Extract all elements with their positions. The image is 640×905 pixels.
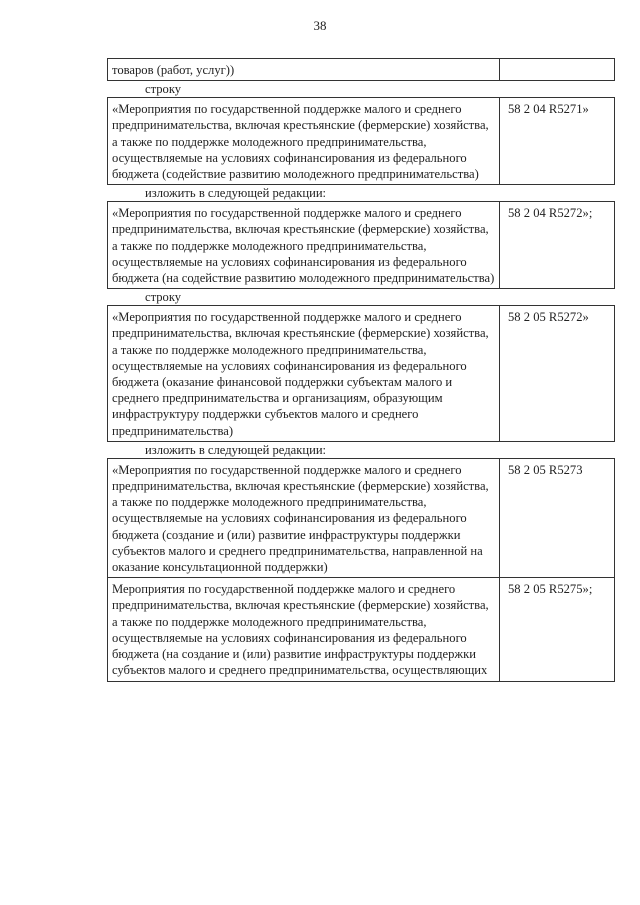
instruction-text: изложить в следующей редакции: [145, 442, 327, 457]
row-code [500, 59, 614, 80]
row-code: 58 2 05 R5273 [508, 462, 583, 477]
table-row [107, 578, 615, 681]
row-description: «Мероприятия по государственной поддержке малого и среднего предпринимательства, включая крестьянские (фермерские) хозяйства, а также по поддержке молодежного предпринимательства, осуществляемые на условиях софинансирования из федерального бюджета (создание и (или) развитие инфраструктуры поддержки субъектов малого и среднего предпринимательства, направленной на оказание консультационной поддержки) [108, 459, 500, 577]
instruction-text: строку [145, 82, 182, 97]
instruction-text: изложить в следующей редакции: [145, 186, 327, 201]
table-row [107, 458, 615, 578]
row-code: 58 2 04 R5271» [508, 102, 589, 117]
row-description: «Мероприятия по государственной поддержке малого и среднего предпринимательства, включая крестьянские (фермерские) хозяйства, а также по поддержке молодежного предпринимательства, осуществляемые на условиях софинансирования из федерального бюджета (содействие развитию молодежного предпринимательства) [108, 98, 500, 184]
row-description: товаров (работ, услуг)) [108, 59, 500, 80]
row-code: 58 2 05 R5272» [508, 310, 589, 325]
page-number: 38 [313, 18, 327, 33]
row-description: «Мероприятия по государственной поддержке малого и среднего предпринимательства, включая крестьянские (фермерские) хозяйства, а также по поддержке молодежного предпринимательства, осуществляемые на условиях софинансирования из федерального бюджета (на содействие развитию молодежного предпринимательства) [108, 202, 500, 288]
row-code: 58 2 04 R5272»; [508, 206, 593, 221]
table-row [107, 305, 615, 442]
row-description: Мероприятия по государственной поддержке малого и среднего предпринимательства, включая крестьянские (фермерские) хозяйства, а также по поддержке молодежного предпринимательства, осуществляемые на условиях софинансирования из федерального бюджета (на создание и (или) развитие инфраструктуры поддержки субъектов малого и среднего предпринимательства, осуществляющих [108, 578, 500, 680]
instruction-text: строку [145, 290, 182, 305]
row-code: 58 2 05 R5275»; [508, 582, 593, 597]
table-row [107, 201, 615, 289]
amendment-table [107, 58, 615, 682]
table-row [107, 97, 615, 185]
table-row [107, 58, 615, 81]
row-description: «Мероприятия по государственной поддержке малого и среднего предпринимательства, включая крестьянские (фермерские) хозяйства, а также по поддержке молодежного предпринимательства, осуществляемые на условиях софинансирования из федерального бюджета (оказание финансовой поддержки субъектам малого и среднего предпринимательства и организациям, образующим инфраструктуру поддержки субъектов малого и среднего предпринимательства) [108, 306, 500, 441]
